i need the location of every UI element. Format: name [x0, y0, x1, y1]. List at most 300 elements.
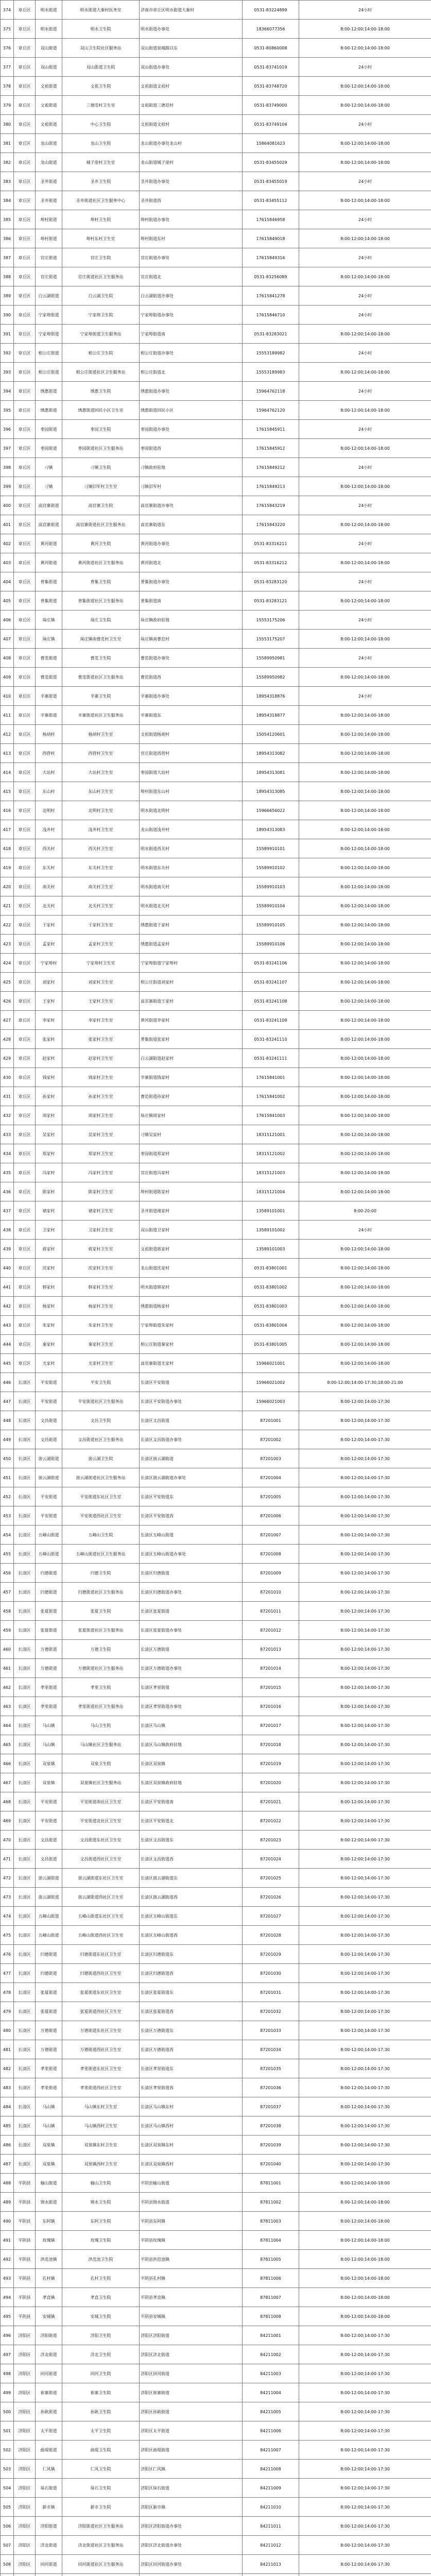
- clinic-name-cell: 平安街道西社区卫生室: [62, 1506, 140, 1526]
- clinic-name-cell: 尤家村卫生室: [62, 1354, 140, 1373]
- hours-cell: 8:00-12:00;14:00-17:30: [299, 1678, 431, 1697]
- address-cell: 济阳区济北街道办事处: [140, 2536, 243, 2555]
- row-number-cell: 467: [1, 1773, 14, 1792]
- row-number-cell: 413: [1, 744, 14, 763]
- street-cell: 刘家村: [36, 973, 62, 992]
- clinic-name-cell: 官庄卫生院: [62, 248, 140, 267]
- street-cell: 孔村镇: [36, 2269, 62, 2288]
- clinic-name-cell: 济阳街道社区卫生服务站: [62, 2517, 140, 2536]
- phone-cell: 17615845911: [243, 420, 299, 439]
- hours-cell: 8:00-12:00;14:00-17:30: [299, 1831, 431, 1850]
- hours-cell: 8:00-12:00;14:00-17:30: [299, 1964, 431, 1983]
- phone-cell: 0531-83256089: [243, 267, 299, 286]
- district-cell: 长清区: [14, 2097, 36, 2116]
- district-cell: 章丘区: [14, 115, 36, 134]
- clinic-name-cell: 相公庄卫生院: [62, 344, 140, 363]
- hours-cell: 8:00-12:00;14:00-18:00: [299, 2288, 431, 2307]
- address-cell: 明水街道韩家村: [140, 1278, 243, 1297]
- hours-cell: 8:00-12:00;14:00-18:00: [299, 725, 431, 744]
- phone-cell: 0531-83741019: [243, 58, 299, 77]
- street-cell: 文昌街道: [36, 1831, 62, 1850]
- district-cell: 长清区: [14, 1621, 36, 1640]
- hours-cell: 8:00-12:00;14:00-18:00: [299, 2174, 431, 2193]
- phone-cell: 87201022: [243, 1811, 299, 1831]
- clinic-name-cell: 明水街道大秦村医务室: [62, 1, 140, 20]
- table-row: [1, 1335, 431, 1354]
- clinic-name-cell: 榆山卫生院: [62, 2174, 140, 2193]
- phone-cell: 87811006: [243, 2269, 299, 2288]
- hours-cell: 8:00-12:00;14:00-18:00: [299, 96, 431, 115]
- row-number-cell: 490: [1, 2212, 14, 2231]
- district-cell: 章丘区: [14, 458, 36, 477]
- clinic-name-cell: 辛寨街道社区卫生服务站: [62, 706, 140, 725]
- district-cell: 章丘区: [14, 77, 36, 96]
- row-number-cell: 507: [1, 2536, 14, 2555]
- district-cell: 章丘区: [14, 439, 36, 458]
- address-cell: 平阴县榆山街道: [140, 2174, 243, 2193]
- clinic-name-cell: 周家村卫生室: [62, 1106, 140, 1125]
- clinic-name-cell: 绣惠街道回民小区卫生室: [62, 401, 140, 420]
- street-cell: 马山镇: [36, 1735, 62, 1754]
- phone-cell: 87201035: [243, 2059, 299, 2078]
- address-cell: 枣园街道郑家村: [140, 1144, 243, 1163]
- hours-cell: 8:00-12:00;14:00-18:00: [299, 477, 431, 496]
- address-cell: 长清区平安街道办事处: [140, 1392, 243, 1411]
- table-row: [1, 553, 431, 572]
- table-row: [1, 2364, 431, 2383]
- table-row: [1, 1983, 431, 2002]
- street-cell: 归德街道: [36, 1945, 62, 1964]
- phone-cell: 84211009: [243, 2479, 299, 2498]
- clinic-name-cell: 回河卫生院: [62, 2364, 140, 2383]
- clinic-name-cell: 孝直卫生院: [62, 2288, 140, 2307]
- address-cell: 白云湖街道办事处: [140, 286, 243, 306]
- address-cell: 长清区马山镇东村: [140, 2097, 243, 2116]
- street-cell: 刁镇: [36, 477, 62, 496]
- clinic-name-cell: 东阿卫生院: [62, 2212, 140, 2231]
- street-cell: 孝直镇: [36, 2288, 62, 2307]
- hours-cell: 24小时: [299, 210, 431, 229]
- phone-cell: 15966656022: [243, 801, 299, 820]
- table-row: [1, 1659, 431, 1678]
- hours-cell: 8:00-12:00;14:00-18:00: [299, 916, 431, 935]
- clinic-name-cell: 官庄街道社区卫生服务站: [62, 267, 140, 286]
- street-cell: 李家村: [36, 1011, 62, 1030]
- address-cell: 相公庄街道刘家村: [140, 973, 243, 992]
- row-number-cell: 453: [1, 1506, 14, 1526]
- phone-cell: 18954318876: [243, 687, 299, 706]
- street-cell: 褚家村: [36, 1201, 62, 1221]
- table-row: [1, 2326, 431, 2345]
- clinic-name-cell: 曹范卫生院: [62, 649, 140, 668]
- clinic-name-cell: 普集卫生院: [62, 572, 140, 591]
- hours-cell: 8:00-12:00;14:00-18:00: [299, 1316, 431, 1335]
- row-number-cell: 470: [1, 1831, 14, 1850]
- table-row: [1, 1945, 431, 1964]
- clinic-name-cell: 张夏街道东社区卫生室: [62, 1983, 140, 2002]
- address-cell: 辛寨街道钱家村: [140, 1068, 243, 1087]
- row-number-cell: 422: [1, 916, 14, 935]
- street-cell: 孙家村: [36, 1087, 62, 1106]
- address-cell: 长清区万德街道: [140, 1640, 243, 1659]
- table-row: [1, 1564, 431, 1583]
- table-row: [1, 954, 431, 973]
- hours-cell: 24小时: [299, 1221, 431, 1240]
- address-cell: 龙山街道浅井村: [140, 820, 243, 839]
- district-cell: 济阳区: [14, 2421, 36, 2441]
- clinic-name-cell: 垛庄镇南曹范村卫生室: [62, 630, 140, 649]
- street-cell: 东山村: [36, 782, 62, 801]
- street-cell: 崮云湖街道: [36, 1468, 62, 1487]
- district-cell: 章丘区: [14, 191, 36, 210]
- street-cell: 垛庄镇: [36, 611, 62, 630]
- row-number-cell: 475: [1, 1926, 14, 1945]
- table-row: [1, 1030, 431, 1049]
- table-row: [1, 2288, 431, 2307]
- phone-cell: 15589910103: [243, 877, 299, 896]
- hours-cell: 24小时: [299, 306, 431, 325]
- street-cell: 辛寨街道: [36, 687, 62, 706]
- table-row: [1, 1278, 431, 1297]
- street-cell: 崮云湖街道: [36, 1449, 62, 1468]
- hours-cell: 24小时: [299, 382, 431, 401]
- phone-cell: 87201014: [243, 1659, 299, 1678]
- address-cell: 明水街道南关村: [140, 877, 243, 896]
- phone-cell: 15864081623: [243, 134, 299, 153]
- phone-cell: 18954313081: [243, 763, 299, 782]
- district-cell: 章丘区: [14, 344, 36, 363]
- clinic-name-cell: 济阳卫生院: [62, 2326, 140, 2345]
- address-cell: 相公庄街道办事处: [140, 344, 243, 363]
- street-cell: 大站村: [36, 763, 62, 782]
- table-row: [1, 649, 431, 668]
- address-cell: 双山街道办事处: [140, 58, 243, 77]
- hours-cell: 8:00-12:00;14:00-18:00: [299, 801, 431, 820]
- clinic-name-cell: 陈家村卫生室: [62, 1182, 140, 1201]
- hours-cell: 24小时: [299, 344, 431, 363]
- table-row: [1, 39, 431, 58]
- row-number-cell: 431: [1, 1087, 14, 1106]
- district-cell: 章丘区: [14, 1278, 36, 1297]
- phone-cell: 0531-83749000: [243, 96, 299, 115]
- hours-cell: [299, 2574, 431, 2576]
- district-cell: 章丘区: [14, 1087, 36, 1106]
- clinic-name-cell: 圣井卫生院: [62, 172, 140, 191]
- clinic-name-cell: 太平卫生院: [62, 2421, 140, 2441]
- phone-cell: 84211003: [243, 2364, 299, 2383]
- street-cell: 龙山街道: [36, 153, 62, 172]
- address-cell: 长清区文昌街道办事处: [140, 1430, 243, 1449]
- phone-cell: 87811005: [243, 2250, 299, 2269]
- clinic-name-cell: 张家村卫生室: [62, 1030, 140, 1049]
- clinic-name-cell: 归德街道社区卫生服务站: [62, 1583, 140, 1602]
- phone-cell: 15966021002: [243, 1373, 299, 1392]
- street-cell: 刁镇: [36, 458, 62, 477]
- row-number-cell: 394: [1, 382, 14, 401]
- phone-cell: 17615841278: [243, 286, 299, 306]
- district-cell: 章丘区: [14, 1259, 36, 1278]
- table-row: [1, 2345, 431, 2364]
- table-row: [1, 420, 431, 439]
- district-cell: 章丘区: [14, 1011, 36, 1030]
- row-number-cell: 427: [1, 1011, 14, 1030]
- phone-cell: 87201018: [243, 1735, 299, 1754]
- table-row: [1, 2460, 431, 2479]
- street-cell: 平安街道: [36, 1792, 62, 1811]
- table-row: [1, 534, 431, 553]
- address-cell: 济阳区回河街道办事处: [140, 2555, 243, 2574]
- table-row: [1, 1526, 431, 1545]
- address-cell: 辛寨街道办事处: [140, 687, 243, 706]
- district-cell: 长清区: [14, 2021, 36, 2040]
- row-number-cell: 415: [1, 782, 14, 801]
- street-cell: 垛庄镇: [36, 630, 62, 649]
- street-cell: 北明村: [36, 801, 62, 820]
- address-cell: 长清区双泉镇政府驻地: [140, 1773, 243, 1792]
- table-row: [1, 1850, 431, 1869]
- phone-cell: 0531-83283021: [243, 325, 299, 344]
- phone-cell: 17615849212: [243, 458, 299, 477]
- clinic-name-cell: 大站村卫生室: [62, 763, 140, 782]
- street-cell: 于家村: [36, 916, 62, 935]
- table-row: [1, 191, 431, 210]
- hours-cell: 8:00-12:00;14:00-17:30: [299, 1621, 431, 1640]
- address-cell: 文祖街道文祖村: [140, 115, 243, 134]
- street-cell: 高官寨街道: [36, 496, 62, 515]
- district-cell: 章丘区: [14, 267, 36, 286]
- table-row: [1, 2574, 431, 2576]
- address-cell: 绣惠街道杨家村: [140, 1297, 243, 1316]
- district-cell: 章丘区: [14, 896, 36, 916]
- row-number-cell: 481: [1, 2040, 14, 2059]
- hours-cell: 8:00-12:00;14:00-17:30: [299, 1526, 431, 1545]
- table-row: [1, 306, 431, 325]
- hours-cell: 8:00-12:00;14:00-17:30: [299, 1983, 431, 2002]
- hours-cell: 8:00-12:00;14:00-18:00: [299, 744, 431, 763]
- hours-cell: 8:00-12:00;14:00-17:30: [299, 2555, 431, 2574]
- district-cell: 济阳区: [14, 2345, 36, 2364]
- phone-cell: 0531-83283120: [243, 572, 299, 591]
- hours-cell: 8:00-12:00;14:00-18:00: [299, 1182, 431, 1201]
- hours-cell: 8:00-12:00;14:00-17:30: [299, 1907, 431, 1926]
- table-row: [1, 706, 431, 725]
- hours-cell: 8:00-12:00;14:00-17:30: [299, 2155, 431, 2174]
- phone-cell: 0531-83241107: [243, 973, 299, 992]
- row-number-cell: 482: [1, 2059, 14, 2078]
- street-cell: 圣井街道: [36, 191, 62, 210]
- address-cell: 宁家埠街道办事处: [140, 306, 243, 325]
- hours-cell: 8:00-12:00;14:00-18:00: [299, 1259, 431, 1278]
- phone-cell: 87811001: [243, 2174, 299, 2193]
- street-cell: 黄河街道: [36, 534, 62, 553]
- table-row: [1, 1392, 431, 1411]
- table-row: [1, 2231, 431, 2250]
- hours-cell: 8:00-12:00;14:00-18:00: [299, 1297, 431, 1316]
- street-cell: 蒋家村: [36, 1240, 62, 1259]
- table-row: [1, 2002, 431, 2021]
- district-cell: 章丘区: [14, 591, 36, 611]
- address-cell: 长清区张夏街道东: [140, 1983, 243, 2002]
- row-number-cell: 424: [1, 954, 14, 973]
- street-cell: [36, 2574, 62, 2576]
- clinic-name-cell: 文昌街道西社区卫生室: [62, 1850, 140, 1869]
- hours-cell: 8:00-12:00;14:00-18:00: [299, 20, 431, 39]
- district-cell: 章丘区: [14, 668, 36, 687]
- address-cell: 明水街道办事处: [140, 20, 243, 39]
- row-number-cell: 480: [1, 2021, 14, 2040]
- district-cell: 章丘区: [14, 1335, 36, 1354]
- row-number-cell: 471: [1, 1850, 14, 1869]
- district-cell: [14, 2574, 36, 2576]
- street-cell: 普集街道: [36, 591, 62, 611]
- row-number-cell: 436: [1, 1182, 14, 1201]
- clinic-name-cell: 枣园街道社区卫生服务站: [62, 439, 140, 458]
- table-row: [1, 96, 431, 115]
- street-cell: 双泉镇: [36, 2155, 62, 2174]
- address-cell: 文祖街道蒋家村: [140, 1240, 243, 1259]
- address-cell: 官庄街道办事处: [140, 248, 243, 267]
- row-number-cell: 414: [1, 763, 14, 782]
- row-number-cell: 429: [1, 1049, 14, 1068]
- phone-cell: 87201038: [243, 2116, 299, 2136]
- district-cell: 章丘区: [14, 553, 36, 572]
- hours-cell: 8:00-12:00;14:00-17:30: [299, 2136, 431, 2155]
- district-cell: 章丘区: [14, 839, 36, 858]
- district-cell: 章丘区: [14, 325, 36, 344]
- row-number-cell: 508: [1, 2555, 14, 2574]
- street-cell: 东关村: [36, 858, 62, 877]
- district-cell: 济阳区: [14, 2364, 36, 2383]
- address-cell: 长清区崮云湖街道东: [140, 1869, 243, 1888]
- district-cell: 济阳区: [14, 2536, 36, 2555]
- clinic-name-cell: 双山街道卫生院: [62, 58, 140, 77]
- row-number-cell: 443: [1, 1316, 14, 1335]
- address-cell: 平阴县锦水街道: [140, 2193, 243, 2212]
- hours-cell: 8:00-12:00;14:00-17:30: [299, 2460, 431, 2479]
- phone-cell: 84211010: [243, 2498, 299, 2517]
- street-cell: 南关村: [36, 877, 62, 896]
- table-row: [1, 2383, 431, 2402]
- phone-cell: 87201008: [243, 1545, 299, 1564]
- address-cell: 长清区张夏街道: [140, 1602, 243, 1621]
- table-row: [1, 2479, 431, 2498]
- table-row: [1, 1621, 431, 1640]
- phone-cell: 87201013: [243, 1640, 299, 1659]
- hours-cell: 8:00-12:00;14:00-18:00: [299, 820, 431, 839]
- district-cell: 平阴县: [14, 2193, 36, 2212]
- hours-cell: 8:00-12:00;14:00-17:30: [299, 2345, 431, 2364]
- district-cell: 长清区: [14, 1430, 36, 1449]
- phone-cell: 17615849018: [243, 229, 299, 248]
- district-cell: 平阴县: [14, 2269, 36, 2288]
- clinic-name-cell: 秦家村卫生室: [62, 1335, 140, 1354]
- district-cell: 章丘区: [14, 477, 36, 496]
- hours-cell: 8:00-12:00;14:00-17:30: [299, 2536, 431, 2555]
- clinic-name-cell: 杨胡村卫生室: [62, 725, 140, 744]
- table-row: [1, 820, 431, 839]
- table-row: [1, 172, 431, 191]
- table-row: [1, 1373, 431, 1392]
- clinic-name-cell: 文昌卫生院: [62, 1411, 140, 1430]
- address-cell: 长清区孝里街道: [140, 1678, 243, 1697]
- clinic-name-cell: 五峰山街道社区卫生服务站: [62, 1545, 140, 1564]
- hours-cell: 24小时: [299, 115, 431, 134]
- district-cell: 济阳区: [14, 2402, 36, 2421]
- street-cell: 黄河街道: [36, 553, 62, 572]
- clinic-name-cell: 文祖卫生院: [62, 77, 140, 96]
- address-cell: 双山街道泉城路以东: [140, 39, 243, 58]
- clinic-name-cell: 孝里街道西社区卫生室: [62, 2078, 140, 2097]
- table-row: [1, 1926, 431, 1945]
- hours-cell: 8:00-12:00;14:00-17:30: [299, 1945, 431, 1964]
- phone-cell: 15589910106: [243, 935, 299, 954]
- row-number-cell: 496: [1, 2326, 14, 2345]
- district-cell: 章丘区: [14, 58, 36, 77]
- hours-cell: 8:00-12:00;14:00-17:30: [299, 1754, 431, 1773]
- address-cell: 长清区平安街道南: [140, 1792, 243, 1811]
- clinic-name-cell: 高官寨卫生院: [62, 496, 140, 515]
- phone-cell: 18954313083: [243, 820, 299, 839]
- clinic-name-cell: 龙山卫生院: [62, 134, 140, 153]
- phone-cell: 87201002: [243, 1430, 299, 1449]
- row-number-cell: 461: [1, 1659, 14, 1678]
- clinic-name-cell: 李家村卫生室: [62, 1011, 140, 1030]
- street-cell: 马山镇: [36, 2097, 62, 2116]
- clinic-name-cell: 钱家村卫生室: [62, 1068, 140, 1087]
- table-row: [1, 973, 431, 992]
- phone-cell: 18315121003: [243, 1163, 299, 1182]
- row-number-cell: 439: [1, 1240, 14, 1259]
- clinic-name-cell: 黄河街道社区卫生服务站: [62, 553, 140, 572]
- street-cell: 归德街道: [36, 1564, 62, 1583]
- address-cell: 刁镇吴家村: [140, 1125, 243, 1144]
- table-row: [1, 1430, 431, 1449]
- address-cell: 长清区崮云湖街道西: [140, 1888, 243, 1907]
- address-cell: 曹范街道西: [140, 668, 243, 687]
- district-cell: 长清区: [14, 1640, 36, 1659]
- street-cell: 钱家村: [36, 1068, 62, 1087]
- phone-cell: 87201023: [243, 1831, 299, 1850]
- phone-cell: 15553189982: [243, 344, 299, 363]
- street-cell: 枣园街道: [36, 420, 62, 439]
- address-cell: 长清区双泉镇: [140, 1754, 243, 1773]
- table-row: [1, 935, 431, 954]
- phone-cell: 87201015: [243, 1678, 299, 1697]
- clinic-name-cell: 文昌街道东社区卫生室: [62, 1831, 140, 1850]
- district-cell: 长清区: [14, 2155, 36, 2174]
- clinic-name-cell: 宁家埠街道卫生服务站: [62, 325, 140, 344]
- address-cell: 高官寨街道尤家村: [140, 1354, 243, 1373]
- address-cell: 绣惠街道孟家村: [140, 935, 243, 954]
- street-cell: 秦家村: [36, 1335, 62, 1354]
- clinic-name-cell: 吴家村卫生室: [62, 1125, 140, 1144]
- street-cell: 文祖街道: [36, 96, 62, 115]
- hours-cell: 8:00-12:00;14:00-18:00: [299, 2193, 431, 2212]
- address-cell: 长清区归德街道东: [140, 1945, 243, 1964]
- street-cell: 孝里街道: [36, 2078, 62, 2097]
- row-number-cell: 484: [1, 2097, 14, 2116]
- clinic-name-cell: 马山卫生院: [62, 1716, 140, 1735]
- table-row: [1, 2021, 431, 2040]
- clinic-name-cell: 中心卫生院: [62, 115, 140, 134]
- address-cell: 济阳区孙耿街道: [140, 2402, 243, 2421]
- clinic-name-cell: 张夏街道社区卫生服务站: [62, 1621, 140, 1640]
- phone-cell: 15966021003: [243, 1392, 299, 1411]
- row-number-cell: 494: [1, 2288, 14, 2307]
- street-cell: 埠村街道: [36, 229, 62, 248]
- hours-cell: 8:00-12:00;14:00-18:00: [299, 591, 431, 611]
- table-row: [1, 1583, 431, 1602]
